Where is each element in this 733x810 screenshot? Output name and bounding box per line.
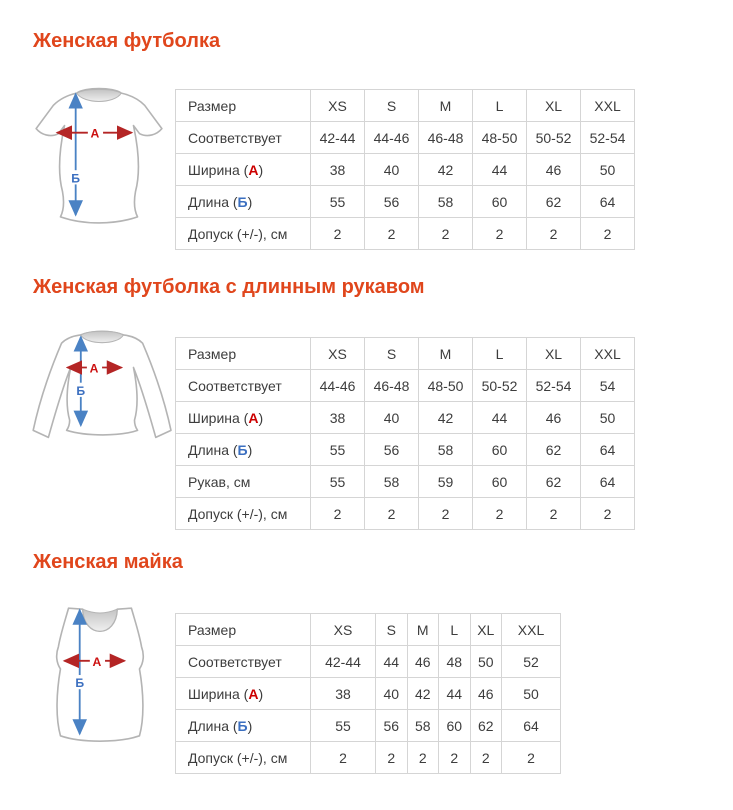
size-value-cell: 58 [419,186,473,218]
section-title-longsleeve: Женская футболка с длинным рукавом [33,276,425,298]
size-value-cell: 58 [419,434,473,466]
size-table-tanktop [175,613,561,774]
size-value-cell: 58 [365,466,419,498]
size-value-cell: 2 [365,218,419,250]
dimension-letter: А [248,409,259,426]
size-value-cell: 40 [365,154,419,186]
size-value-cell: 56 [376,710,408,742]
size-value-cell: 42-44 [311,646,376,678]
size-value-cell: 46-48 [365,370,419,402]
size-value-cell: 2 [419,218,473,250]
table-row [176,646,561,678]
size-value-cell: 2 [376,742,408,774]
dimension-letter: А [248,685,259,702]
size-value-cell: 50-52 [527,122,581,154]
size-col-header: L [473,90,527,122]
size-value-cell: 38 [311,678,376,710]
row-label: Соответствует [176,370,311,402]
size-col-header: S [365,90,419,122]
size-value-cell: 2 [439,742,471,774]
size-value-cell: 40 [376,678,408,710]
longsleeve-icon [19,329,173,481]
size-col-header: XL [527,90,581,122]
tshirt-body-outline [36,89,162,223]
row-label: Длина (Б) [176,434,311,466]
section-title-tanktop: Женская майка [33,551,183,573]
size-value-cell: 2 [470,742,502,774]
size-value-cell: 62 [527,186,581,218]
size-value-cell: 60 [439,710,471,742]
size-value-cell: 2 [527,498,581,530]
table-row [176,370,635,402]
size-row-header: Размер [176,338,311,370]
size-col-header: L [473,338,527,370]
size-value-cell: 40 [365,402,419,434]
size-value-cell: 52-54 [527,370,581,402]
tanktop-diagram [44,596,161,755]
size-value-cell: 2 [502,742,561,774]
size-value-cell: 62 [470,710,502,742]
section-title-tshirt: Женская футболка [33,30,221,52]
size-value-cell: 55 [311,186,365,218]
size-value-cell: 38 [311,154,365,186]
size-col-header: S [365,338,419,370]
size-value-cell: 2 [311,742,376,774]
row-label: Ширина (А) [176,154,311,186]
size-value-cell: 52 [502,646,561,678]
size-col-header: XXL [502,614,561,646]
table-header-row [176,614,561,646]
size-value-cell: 64 [581,466,635,498]
size-col-header: M [419,90,473,122]
row-label: Соответствует [176,646,311,678]
size-value-cell: 2 [581,218,635,250]
size-value-cell: 44 [473,154,527,186]
table-row [176,710,561,742]
size-value-cell: 62 [527,466,581,498]
length-label: Б [76,383,86,398]
dimension-letter: Б [237,193,248,210]
size-value-cell: 2 [473,218,527,250]
row-label: Ширина (А) [176,402,311,434]
size-value-cell: 48-50 [419,370,473,402]
size-value-cell: 52-54 [581,122,635,154]
size-value-cell: 2 [407,742,439,774]
table-row [176,678,561,710]
size-value-cell: 55 [311,466,365,498]
row-label: Допуск (+/-), см [176,498,311,530]
size-value-cell: 48-50 [473,122,527,154]
size-col-header: XS [311,338,365,370]
size-value-cell: 44 [376,646,408,678]
size-col-header: XXL [581,338,635,370]
size-value-cell: 58 [407,710,439,742]
size-value-cell: 55 [311,434,365,466]
size-value-cell: 60 [473,186,527,218]
table-row [176,402,635,434]
table-row [176,154,635,186]
size-row-header: Размер [176,614,311,646]
dimension-letter: А [248,161,259,178]
size-col-header: S [376,614,408,646]
size-value-cell: 2 [419,498,473,530]
size-value-cell: 2 [527,218,581,250]
size-col-header: L [439,614,471,646]
size-col-header: XL [470,614,502,646]
row-label: Рукав, см [176,466,311,498]
size-col-header: M [419,338,473,370]
row-label: Соответствует [176,122,311,154]
size-value-cell: 2 [311,498,365,530]
row-label: Длина (Б) [176,710,311,742]
size-value-cell: 46-48 [419,122,473,154]
size-value-cell: 42 [407,678,439,710]
length-label: Б [75,676,85,691]
size-value-cell: 60 [473,466,527,498]
size-value-cell: 44 [439,678,471,710]
size-col-header: XXL [581,90,635,122]
size-value-cell: 46 [407,646,439,678]
table-row [176,122,635,154]
size-value-cell: 44-46 [311,370,365,402]
size-value-cell: 59 [419,466,473,498]
table-row [176,434,635,466]
size-value-cell: 64 [581,434,635,466]
width-label: А [92,654,102,669]
tanktop-icon [44,596,161,750]
size-value-cell: 2 [311,218,365,250]
tshirt-diagram [27,84,171,233]
table-row [176,742,561,774]
row-label: Длина (Б) [176,186,311,218]
longsleeve-diagram [19,329,173,486]
size-value-cell: 56 [365,186,419,218]
width-label: А [90,126,100,141]
size-value-cell: 42 [419,402,473,434]
row-label: Ширина (А) [176,678,311,710]
size-value-cell: 64 [581,186,635,218]
table-header-row [176,90,635,122]
size-col-header: XS [311,90,365,122]
size-value-cell: 42-44 [311,122,365,154]
size-value-cell: 50 [581,402,635,434]
table-row [176,466,635,498]
size-col-header: M [407,614,439,646]
size-value-cell: 44 [473,402,527,434]
size-value-cell: 62 [527,434,581,466]
size-value-cell: 50-52 [473,370,527,402]
table-row [176,218,635,250]
length-label: Б [71,171,81,186]
row-label: Допуск (+/-), см [176,742,311,774]
size-value-cell: 2 [473,498,527,530]
size-value-cell: 46 [527,154,581,186]
size-value-cell: 2 [581,498,635,530]
size-value-cell: 60 [473,434,527,466]
size-value-cell: 50 [581,154,635,186]
size-value-cell: 42 [419,154,473,186]
width-label: А [89,361,99,376]
size-col-header: XS [311,614,376,646]
size-table-longsleeve [175,337,635,530]
size-col-header: XL [527,338,581,370]
size-value-cell: 38 [311,402,365,434]
size-value-cell: 46 [527,402,581,434]
size-table-tshirt [175,89,635,250]
dimension-letter: Б [237,717,248,734]
size-value-cell: 44-46 [365,122,419,154]
size-value-cell: 56 [365,434,419,466]
table-header-row [176,338,635,370]
longsleeve-body-outline [33,331,171,437]
size-value-cell: 64 [502,710,561,742]
size-value-cell: 55 [311,710,376,742]
size-row-header: Размер [176,90,311,122]
size-value-cell: 46 [470,678,502,710]
dimension-letter: Б [237,441,248,458]
size-value-cell: 54 [581,370,635,402]
size-value-cell: 2 [365,498,419,530]
table-row [176,186,635,218]
table-row [176,498,635,530]
size-value-cell: 50 [470,646,502,678]
size-value-cell: 50 [502,678,561,710]
size-value-cell: 48 [439,646,471,678]
row-label: Допуск (+/-), см [176,218,311,250]
tshirt-icon [27,84,171,228]
